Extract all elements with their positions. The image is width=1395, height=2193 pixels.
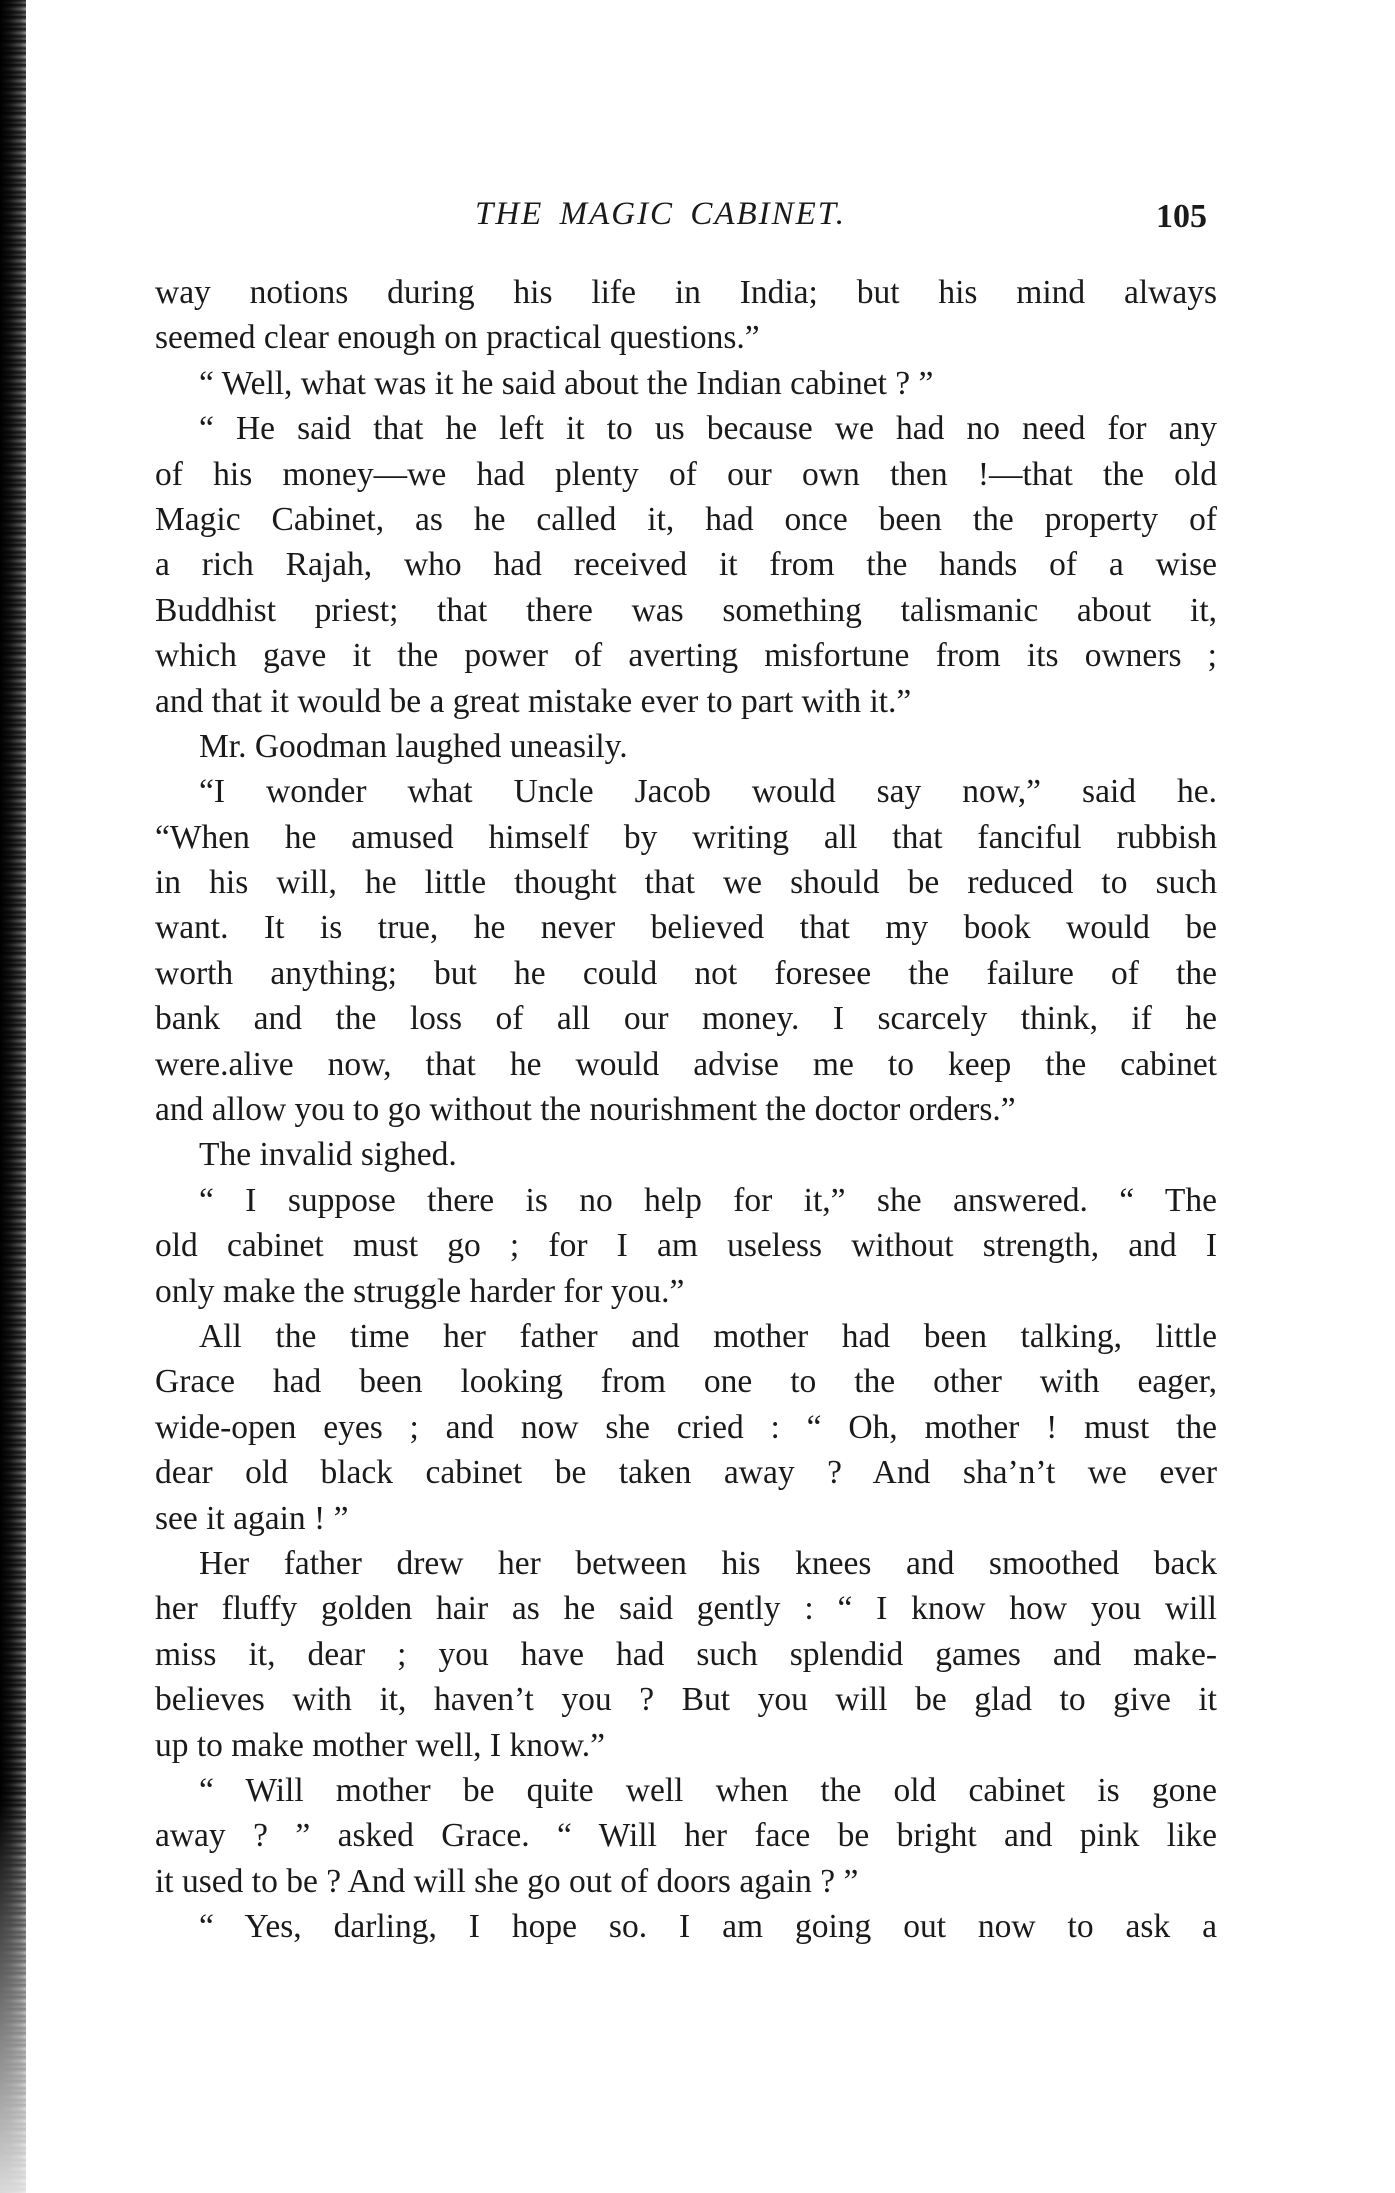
text-line: believes with it, haven’t you ? But you will be glad to give it (155, 1681, 1217, 1719)
text-line: Grace had been looking from one to the other with eager, (155, 1363, 1217, 1401)
text-line: way notions during his life in India; but his mind always (155, 274, 1217, 311)
text-line: miss it, dear ; you have had such splendid games and make- (155, 1635, 1217, 1673)
text-line: of his money—we had plenty of our own then !—that the old (155, 455, 1217, 493)
text-line: and that it would be a great mistake ever to part with it.” (155, 682, 912, 720)
text-line: “I wonder what Uncle Jacob would say now,” said he. (199, 773, 1217, 811)
text-line: which gave it the power of averting misfortune from its owners ; (155, 637, 1217, 675)
text-line: a rich Rajah, who had received it from the hands of a wise (155, 546, 1217, 584)
text-line: “ Will mother be quite well when the old cabinet is gone (199, 1771, 1217, 1809)
text-line: up to make mother well, I know.” (155, 1726, 605, 1764)
text-line: wide-open eyes ; and now she cried : “ Oh, mother ! must the (155, 1408, 1217, 1446)
page-number: 105 (1156, 198, 1207, 235)
text-line: “ He said that he left it to us because we had no need for any (199, 410, 1217, 448)
text-line: want. It is true, he never believed that my book would be (155, 909, 1217, 947)
page-header (155, 196, 1217, 246)
text-line: Her father drew her between his knees and smoothed back (199, 1544, 1217, 1582)
text-line: Buddhist priest; that there was something talismanic about it, (155, 591, 1217, 629)
text-line: see it again ! ” (155, 1499, 349, 1537)
text-line: “ Well, what was it he said about the Indian cabinet ? ” (199, 364, 934, 402)
text-line: Magic Cabinet, as he called it, had once been the property of (155, 500, 1217, 538)
text-line: old cabinet must go ; for I am useless without strength, and I (155, 1227, 1217, 1265)
text-line: were.alive now, that he would advise me to keep the cabinet (155, 1045, 1217, 1083)
text-line: bank and the loss of all our money. I scarcely think, if he (155, 1000, 1217, 1038)
text-line: only make the struggle harder for you.” (155, 1272, 685, 1310)
text-line: The invalid sighed. (199, 1136, 457, 1174)
text-line: it used to be ? And will she go out of doors again ? ” (155, 1862, 859, 1900)
text-line: Mr. Goodman laughed uneasily. (199, 727, 628, 765)
body-text (155, 270, 1217, 1949)
text-line: All the time her father and mother had been talking, little (199, 1317, 1217, 1355)
text-line: in his will, he little thought that we should be reduced to such (155, 864, 1217, 902)
text-line: “When he amused himself by writing all that fanciful rubbish (155, 818, 1217, 856)
text-line: seemed clear enough on practical questions.” (155, 319, 760, 357)
text-line: away ? ” asked Grace. “ Will her face be bright and pink like (155, 1817, 1217, 1855)
spine-shadow-fade (0, 1800, 40, 2193)
text-line: “ I suppose there is no help for it,” she answered. “ The (199, 1181, 1217, 1219)
text-line: her fluffy golden hair as he said gently : “ I know how you will (155, 1590, 1217, 1628)
running-title: THE MAGIC CABINET. (475, 196, 846, 232)
text-line: and allow you to go without the nourishment the doctor orders.” (155, 1091, 1016, 1129)
text-line: worth anything; but he could not foresee the failure of the (155, 954, 1217, 992)
text-line: dear old black cabinet be taken away ? And sha’n’t we ever (155, 1454, 1217, 1492)
text-line: “ Yes, darling, I hope so. I am going out now to ask a (199, 1908, 1217, 1946)
